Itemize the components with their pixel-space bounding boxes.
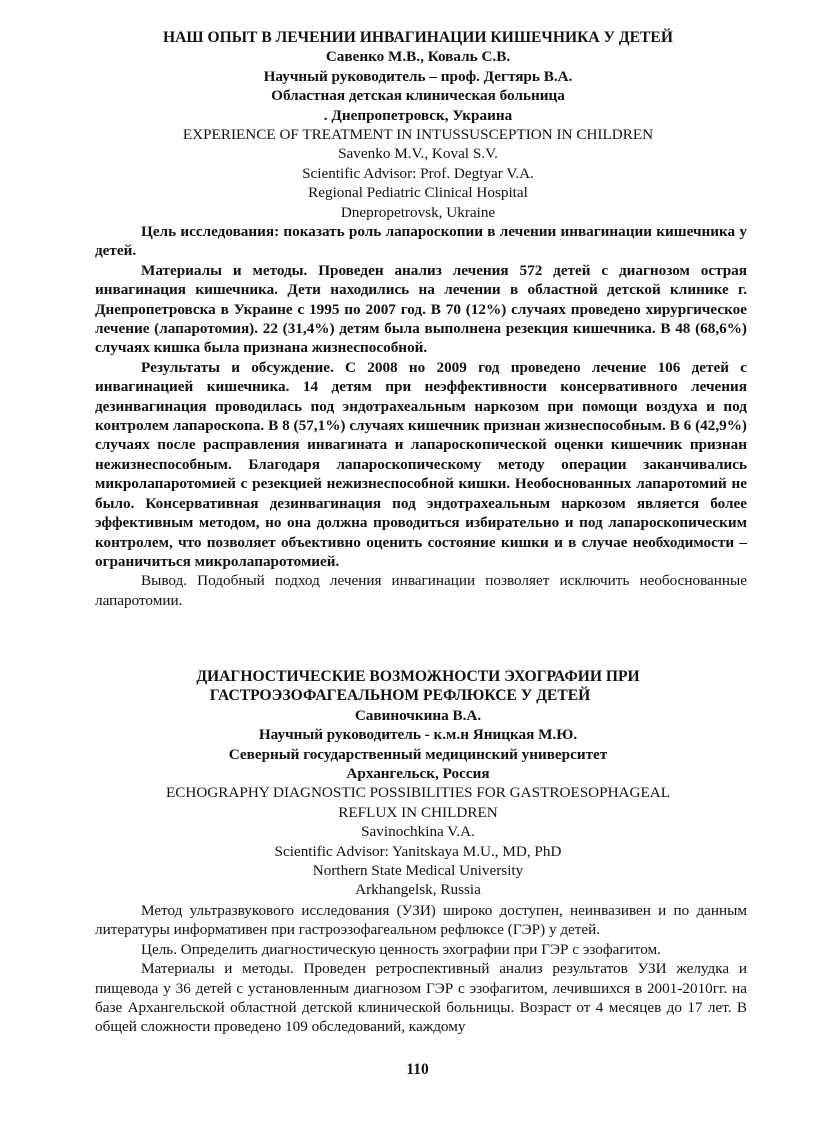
- article2-authors-en: Savinochkina V.A.: [361, 823, 475, 841]
- article1-paragraph-conclusion: Вывод. Подобный подход лечения инвагинации позволяет исключить необоснованные лапаротомии.: [95, 572, 747, 609]
- article2-paragraph-aim: Цель. Определить диагностическую ценность эхографии при ГЭР с эзофагитом.: [141, 940, 661, 958]
- article1-advisor-ru: Научный руководитель – проф. Дегтярь В.А.: [263, 67, 573, 85]
- article1-city-en: Dnepropetrovsk, Ukraine: [340, 203, 496, 221]
- article2-title-en-line1: ECHOGRAPHY DIAGNOSTIC POSSIBILITIES FOR GASTROESOPHAGEAL: [165, 784, 671, 802]
- article1-advisor-en: Scientific Advisor: Prof. Degtyar V.A.: [302, 164, 534, 182]
- page-number: 110: [406, 1061, 429, 1078]
- article1-paragraph-aim: Цель исследования: показать роль лапароскопии в лечении инвагинации кишечника у детей.: [95, 223, 747, 260]
- article1-paragraph-methods: Материалы и методы. Проведен анализ лечения 572 детей с диагнозом острая инвагинация кишечника. Дети находились на лечении в областной детской клинике г. Днепропетровска в Украине с 1995 по 2007 год. В 70 (12%) случаях проведено хирургическое лечение (лапаротомия). 22 (31,4%) детям была выполнена резекция кишечника. В 48 (68,6%) случаях кишка была признана жизнеспособной.: [95, 261, 747, 357]
- article2-city-ru: Архангельск, Россия: [346, 765, 490, 783]
- article2-title-en-line2: REFLUX IN CHILDREN: [338, 803, 498, 821]
- article2-title-ru-line2: ГАСТРОЭЗОФАГЕАЛЬНОМ РЕФЛЮКСЕ У ДЕТЕЙ: [209, 687, 591, 705]
- article1-institution-ru: Областная детская клиническая больница: [271, 87, 565, 105]
- article1-authors-en: Savenko M.V., Koval S.V.: [338, 145, 498, 163]
- article2-institution-en: Northern State Medical University: [312, 862, 524, 880]
- article1-title-ru: НАШ ОПЫТ В ЛЕЧЕНИИ ИНВАГИНАЦИИ КИШЕЧНИКА У ДЕТЕЙ: [163, 29, 673, 46]
- article2-paragraph-methods: Материалы и методы. Проведен ретроспективный анализ результатов УЗИ желудка и пищевода у 36 детей с установленным диагнозом ГЭР с эзофагитом, лечившихся в 2001-2010гг. на базе Архангельской областной детской клинической больницы. Возраст от 4 месяцев до 17 лет. В общей сложности проведено 109 обследований, каждому: [95, 960, 747, 1036]
- article2-title-ru-line1: ДИАГНОСТИЧЕСКИЕ ВОЗМОЖНОСТИ ЭХОГРАФИИ ПРИ: [196, 668, 640, 685]
- article2-city-en: Arkhangelsk, Russia: [355, 881, 481, 899]
- article1-city-ru: . Днепропетровск, Украина: [323, 106, 513, 124]
- article1-header: [88, 28, 748, 222]
- article2-institution-ru: Северный государственный медицинский университет: [228, 745, 608, 763]
- article1-paragraph-results: Результаты и обсуждение. С 2008 но 2009 год проведено лечение 106 детей с инвагинацией кишечника. 14 детям при неэффективности консервативного лечения дезинвагинация проводилась под эндотрахеальным наркозом при помощи воздуха и под контролем лапароскопа. В 8 (57,1%) случаях кишечник признан жизнеспособным. В 6 (42,9%) случаях после расправления инвагината и лапароскопической оценки кишечник признан нежизнеспособным. Благодаря лапароскопическому методу операции заканчивались микролапаротомией с резекцией нежизнеспособной кишки. Необоснованных лапаротомий не было. Консервативная дезинвагинация под эндотрахеальным наркозом является более эффективным методом, но она должна проводиться избирательно и под лапароскопическим контролем, что позволяет объективно оценить состояние кишки и в случае необходимости – ограничиться микролапаротомией.: [95, 358, 747, 570]
- article2-advisor-ru: Научный руководитель - к.м.н Яницкая М.Ю.: [258, 726, 578, 744]
- article2-body: [95, 901, 747, 1037]
- article2-paragraph-intro: Метод ультразвукового исследования (УЗИ) широко доступен, неинвазивен и по данным литературы информативен при гастроэзофагеальном рефлюксе (ГЭР) у детей.: [95, 902, 747, 939]
- article2-authors-ru: Савиночкина В.А.: [354, 706, 482, 724]
- article2-advisor-en: Scientific Advisor: Yanitskaya M.U., MD, PhD: [274, 842, 562, 860]
- article1-authors-ru: Савенко М.В., Коваль С.В.: [325, 48, 511, 66]
- article2-header: [88, 667, 748, 900]
- article1-title-en: EXPERIENCE OF TREATMENT IN INTUSSUSCEPTION IN CHILDREN: [182, 126, 654, 144]
- article1-institution-en: Regional Pediatric Clinical Hospital: [308, 184, 528, 202]
- article1-body: [95, 222, 747, 610]
